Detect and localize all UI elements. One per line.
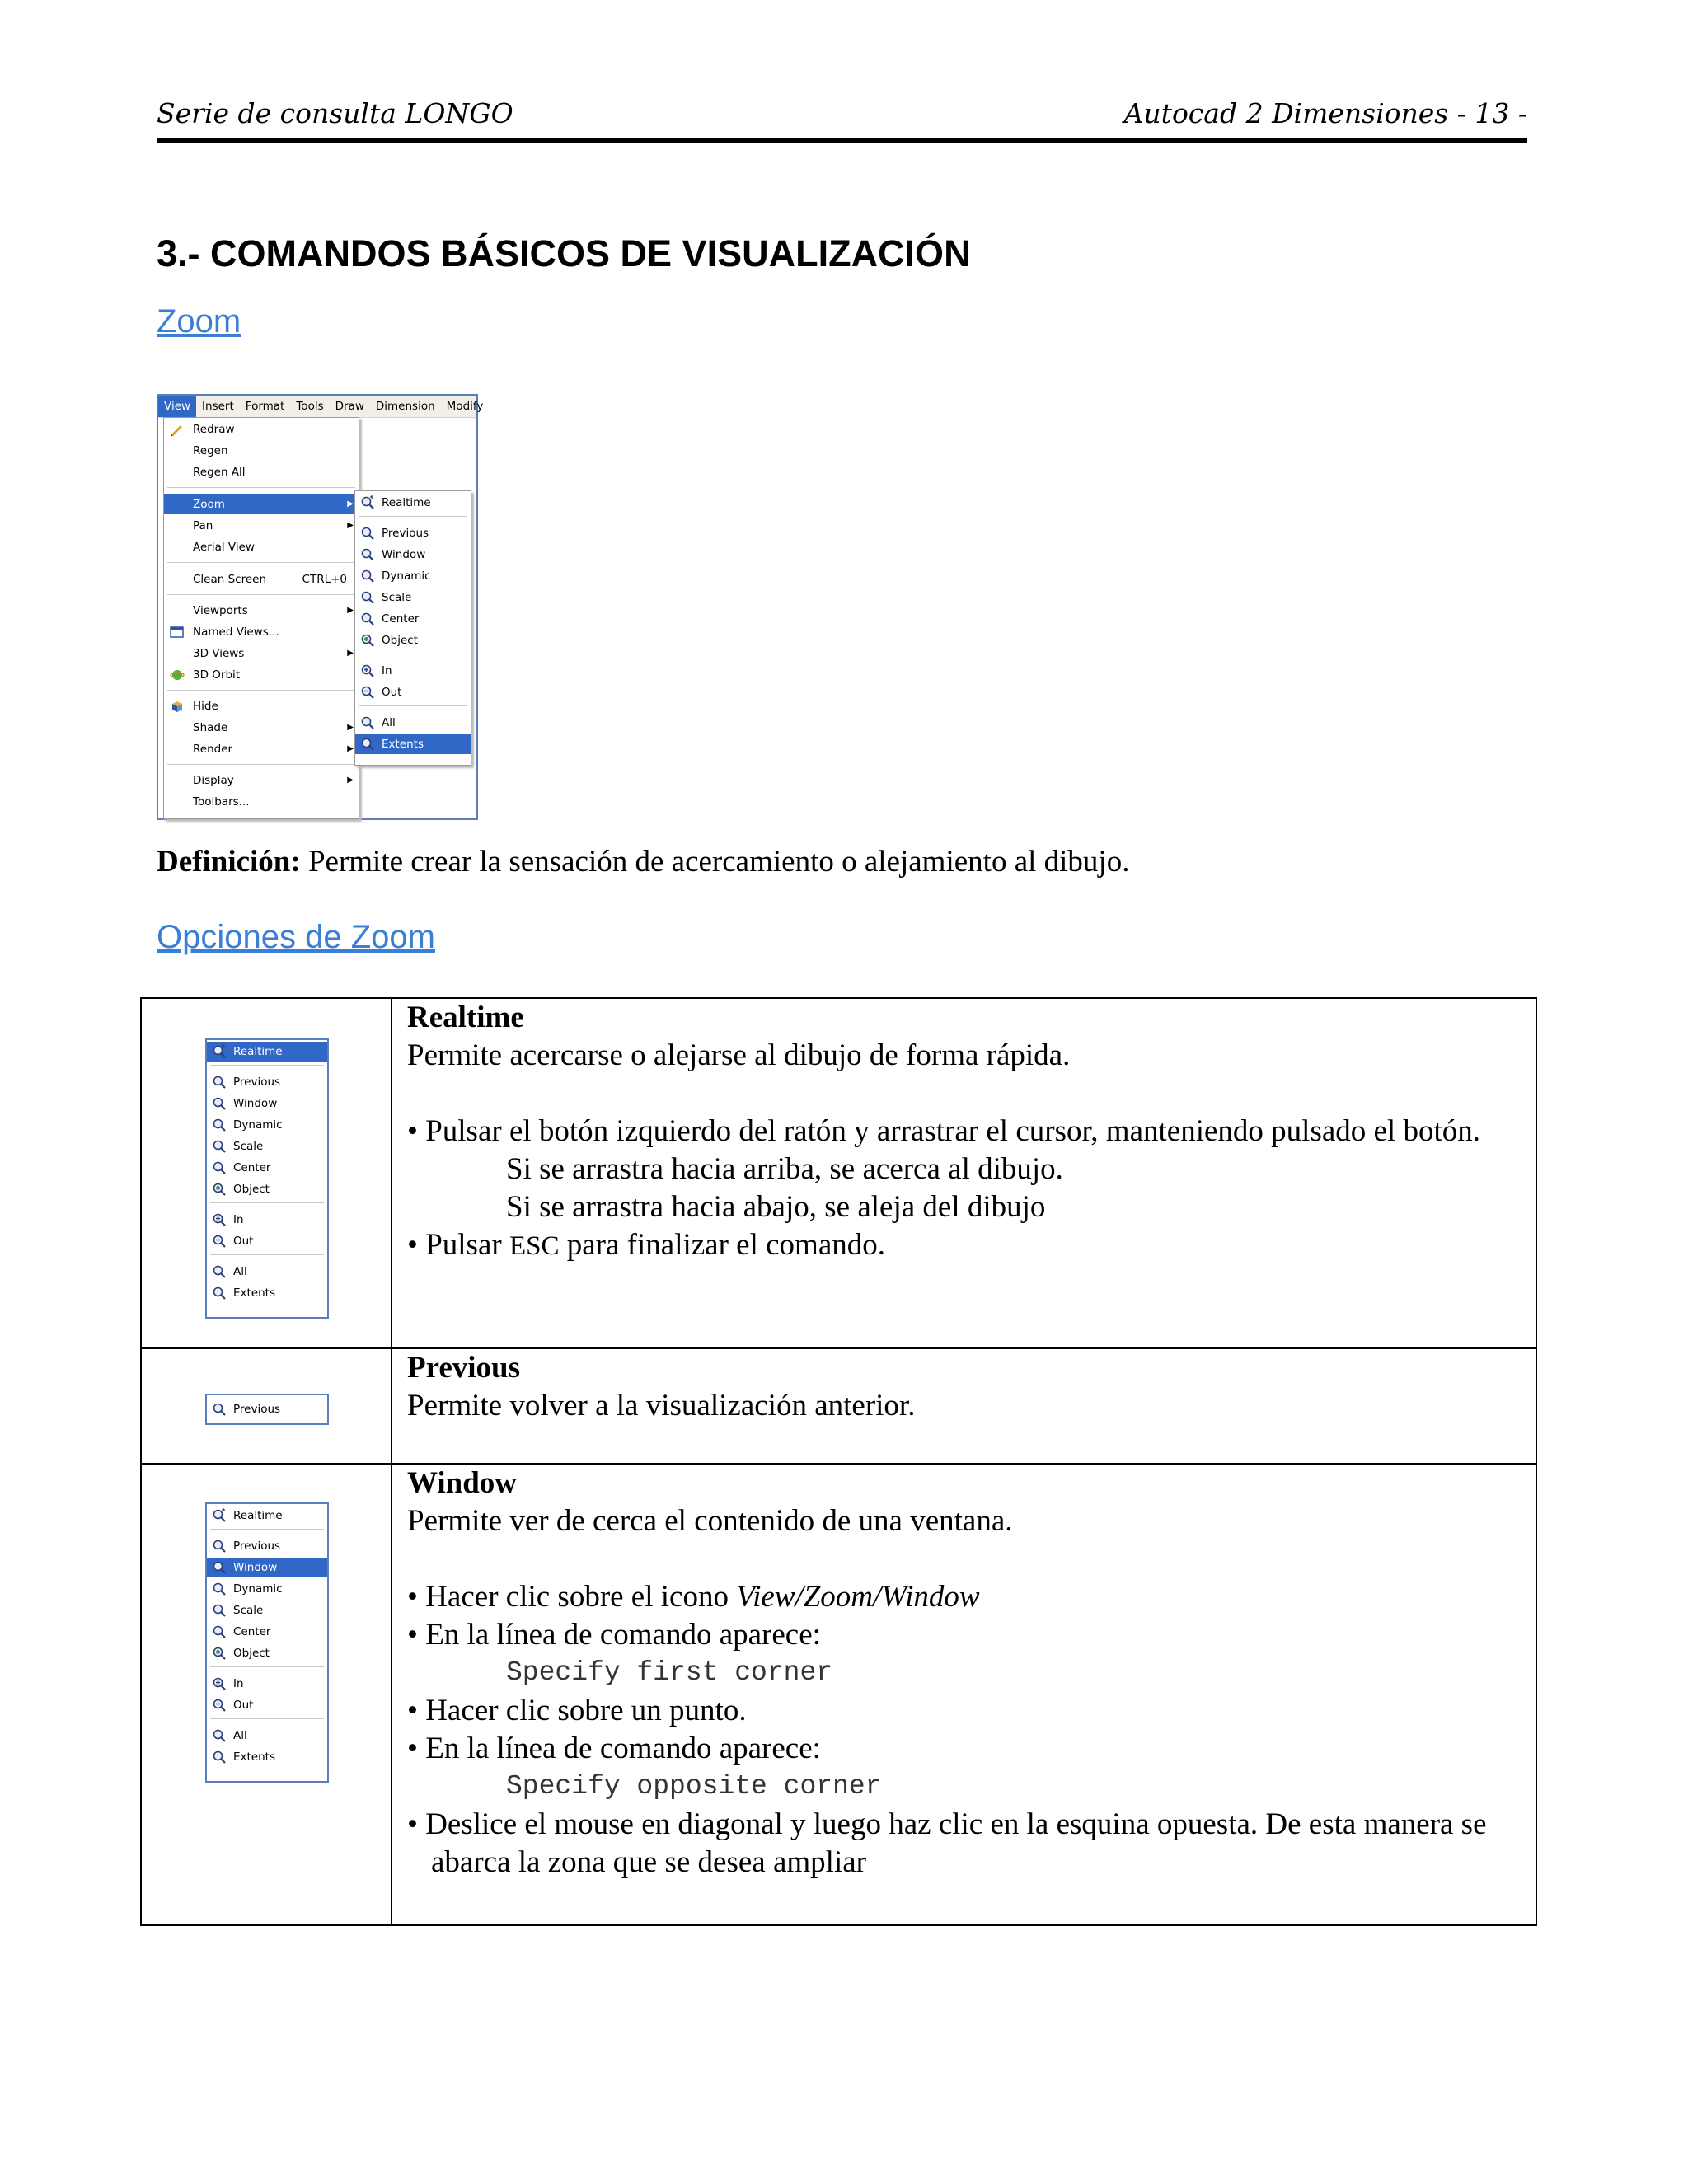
menu-item-viewports[interactable]: Viewports ▶	[164, 601, 359, 621]
zoom-previous-icon	[212, 1402, 227, 1417]
menu-separator	[210, 1666, 324, 1667]
menu-separator	[167, 594, 355, 595]
option-desc: Permite volver a la visualización anterior.	[407, 1389, 916, 1422]
panel-item-realtime: Realtime	[207, 1506, 327, 1526]
panel-item-window: Window	[207, 1094, 327, 1113]
realtime-description	[407, 999, 1519, 1265]
zoom-center-icon	[212, 1624, 227, 1639]
panel-item-in: In	[207, 1674, 327, 1694]
previous-panel-image	[205, 1394, 329, 1425]
option-desc: Permite acercarse o alejarse al dibujo de forma rápida.	[407, 1038, 1071, 1072]
submenu-item-object[interactable]: Object	[355, 630, 471, 650]
zoom-in-icon	[360, 663, 375, 678]
panel-item-object: Object	[207, 1179, 327, 1199]
menu-item-hide[interactable]: Hide	[164, 696, 359, 716]
option-bullet: • En la línea de comando aparece:	[407, 1732, 821, 1765]
panel-item-extents: Extents	[207, 1747, 327, 1767]
definition-label: Definición:	[157, 845, 301, 879]
option-note-down: Si se arrastra hacia abajo, se aleja del dibujo	[506, 1190, 1046, 1224]
chevron-right-icon: ▶	[347, 499, 354, 509]
table-row-previous	[142, 1347, 1536, 1463]
zoom-previous-icon	[212, 1075, 227, 1090]
panel-item-window: Window	[207, 1558, 327, 1577]
definition-paragraph	[157, 844, 1129, 879]
option-title: Window	[407, 1466, 517, 1500]
zoom-extents-icon	[212, 1750, 227, 1765]
menu-item-shade[interactable]: Shade ▶	[164, 718, 359, 738]
zoom-previous-icon	[212, 1539, 227, 1554]
submenu-item-extents[interactable]: Extents	[355, 734, 471, 754]
menu-item-render[interactable]: Render ▶	[164, 739, 359, 759]
chevron-right-icon: ▶	[347, 649, 354, 658]
orbit-icon	[170, 668, 185, 682]
zoom-all-icon	[212, 1264, 227, 1279]
menu-separator	[210, 1254, 324, 1255]
menu-item-3d-views[interactable]: 3D Views ▶	[164, 644, 359, 663]
view-dropdown	[163, 417, 359, 819]
submenu-item-dynamic[interactable]: Dynamic	[355, 566, 471, 586]
zoom-all-icon	[360, 715, 375, 730]
zoom-object-icon	[360, 633, 375, 648]
zoom-out-icon	[212, 1234, 227, 1249]
zoom-in-icon	[212, 1676, 227, 1691]
zoom-out-icon	[212, 1698, 227, 1713]
panel-item-extents: Extents	[207, 1283, 327, 1303]
panel-item-scale: Scale	[207, 1137, 327, 1156]
submenu-item-previous[interactable]: Previous	[355, 523, 471, 543]
menu-separator	[359, 705, 467, 706]
window-description	[407, 1465, 1519, 1882]
zoom-extents-icon	[212, 1286, 227, 1301]
chevron-right-icon: ▶	[347, 723, 354, 732]
menu-separator	[167, 487, 355, 488]
chevron-right-icon: ▶	[347, 776, 354, 785]
panel-item-center: Center	[207, 1622, 327, 1642]
menu-item-zoom[interactable]: Zoom ▶	[164, 494, 359, 514]
submenu-item-window[interactable]: Window	[355, 545, 471, 565]
menu-separator	[359, 516, 467, 517]
submenu-item-scale[interactable]: Scale	[355, 588, 471, 607]
menu-modify[interactable]: Modify	[446, 400, 484, 413]
table-row-realtime	[142, 999, 1536, 1347]
previous-description	[407, 1349, 1519, 1425]
panel-item-center: Center	[207, 1158, 327, 1178]
zoom-options-table	[140, 997, 1537, 1926]
pencil-icon	[170, 423, 185, 436]
chevron-right-icon: ▶	[347, 521, 354, 530]
menu-item-display[interactable]: Display ▶	[164, 771, 359, 790]
command-prompt: Specify first corner	[506, 1657, 833, 1688]
zoom-link[interactable]: Zoom	[157, 303, 241, 340]
option-desc: Permite ver de cerca el contenido de una ventana.	[407, 1504, 1013, 1538]
option-bullet: • Pulsar el botón izquierdo del ratón y arrastrar el cursor, manteniendo pulsado el botón.	[407, 1114, 1480, 1148]
menu-item-aerial-view[interactable]: Aerial View	[193, 541, 255, 554]
menu-item-named-views[interactable]: Named Views...	[164, 622, 359, 642]
section-title: 3.- COMANDOS BÁSICOS DE VISUALIZACIÓN	[157, 232, 971, 274]
command-prompt: Specify opposite corner	[506, 1771, 882, 1802]
panel-item-previous: Previous	[207, 1399, 327, 1419]
panel-item-object: Object	[207, 1643, 327, 1663]
header-series-title: Serie de consulta LONGO	[157, 97, 513, 129]
panel-item-in: In	[207, 1210, 327, 1230]
zoom-previous-icon	[360, 526, 375, 541]
menu-separator	[210, 1202, 324, 1203]
menu-separator	[210, 1065, 324, 1066]
option-bullet: • Deslice el mouse en diagonal y luego haz clic en la esquina opuesta. De esta manera se abarca la zona que se desea ampliar	[407, 1807, 1487, 1879]
zoom-in-icon	[212, 1212, 227, 1227]
panel-item-previous: Previous	[207, 1536, 327, 1556]
zoom-window-icon	[360, 547, 375, 562]
option-bullet: • En la línea de comando aparece:	[407, 1618, 821, 1652]
zoom-dynamic-icon	[212, 1118, 227, 1132]
menu-tools[interactable]: Tools	[296, 400, 324, 413]
esc-key-label: ESC	[509, 1231, 560, 1261]
menu-item-redraw[interactable]: Redraw	[164, 419, 359, 439]
zoom-realtime-icon	[360, 495, 375, 510]
panel-item-dynamic: Dynamic	[207, 1579, 327, 1599]
realtime-panel-image	[205, 1038, 329, 1319]
named-views-icon	[170, 626, 185, 639]
option-title: Realtime	[407, 1001, 524, 1034]
panel-item-scale: Scale	[207, 1601, 327, 1620]
menu-item-toolbars[interactable]: Toolbars...	[193, 795, 250, 808]
option-note-up: Si se arrastra hacia arriba, se acerca al dibujo.	[506, 1152, 1063, 1186]
shortcut-label: CTRL+0	[302, 573, 347, 586]
panel-item-previous: Previous	[207, 1072, 327, 1092]
header-page-info: Autocad 2 Dimensiones - 13 -	[1123, 97, 1527, 129]
menu-insert[interactable]: Insert	[202, 400, 234, 413]
zoom-extents-icon	[360, 737, 375, 752]
chevron-right-icon: ▶	[347, 744, 354, 753]
zoom-center-icon	[360, 612, 375, 626]
zoom-scale-icon	[212, 1603, 227, 1618]
submenu-item-out[interactable]: Out	[355, 682, 471, 702]
zoom-all-icon	[212, 1728, 227, 1743]
chevron-right-icon: ▶	[347, 606, 354, 615]
menu-item-3d-orbit[interactable]: 3D Orbit	[164, 665, 359, 685]
menu-item-clean-screen[interactable]: Clean Screen CTRL+0	[164, 569, 359, 589]
panel-item-realtime: Realtime	[207, 1042, 327, 1062]
menu-separator	[210, 1529, 324, 1530]
menu-item-regen[interactable]: Regen	[193, 444, 228, 457]
submenu-item-realtime[interactable]: Realtime	[355, 493, 471, 513]
menu-draw[interactable]: Draw	[335, 400, 364, 413]
menu-separator	[167, 562, 355, 563]
menu-format[interactable]: Format	[245, 400, 285, 413]
panel-item-dynamic: Dynamic	[207, 1115, 327, 1135]
panel-item-all: All	[207, 1262, 327, 1282]
menu-separator	[167, 690, 355, 691]
menu-separator	[167, 764, 355, 765]
zoom-realtime-icon	[212, 1044, 227, 1059]
zoom-object-icon	[212, 1646, 227, 1661]
zoom-dynamic-icon	[212, 1582, 227, 1596]
table-row-window	[142, 1463, 1536, 1924]
zoom-window-icon	[212, 1560, 227, 1575]
panel-item-all: All	[207, 1726, 327, 1746]
panel-item-out: Out	[207, 1695, 327, 1715]
menu-view[interactable]: View	[158, 396, 196, 417]
window-panel-image	[205, 1502, 329, 1783]
submenu-item-center[interactable]: Center	[355, 609, 471, 629]
menu-item-pan[interactable]: Pan ▶	[164, 516, 359, 536]
definition-text: Permite crear la sensación de acercamiento o alejamiento al dibujo.	[300, 845, 1130, 879]
zoom-out-icon	[360, 685, 375, 700]
menu-item-regen-all[interactable]: Regen All	[193, 466, 246, 479]
zoom-realtime-icon	[212, 1508, 227, 1523]
option-bullet: • Hacer clic sobre un punto.	[407, 1694, 747, 1727]
menubar	[158, 396, 484, 418]
zoom-menu-screenshot	[157, 394, 484, 820]
option-bullet-esc: • Pulsar ESC para finalizar el comando.	[407, 1228, 885, 1262]
menu-path: View/Zoom/Window	[736, 1580, 980, 1614]
submenu-item-in[interactable]: In	[355, 661, 471, 681]
hide-icon	[170, 700, 185, 713]
zoom-options-link[interactable]: Opciones de Zoom	[157, 919, 435, 955]
zoom-window-icon	[212, 1096, 227, 1111]
menu-separator	[210, 1718, 324, 1719]
option-title: Previous	[407, 1351, 521, 1385]
zoom-submenu	[354, 490, 471, 766]
zoom-dynamic-icon	[360, 569, 375, 583]
zoom-scale-icon	[360, 590, 375, 605]
panel-item-out: Out	[207, 1231, 327, 1251]
submenu-item-all[interactable]: All	[355, 713, 471, 733]
zoom-scale-icon	[212, 1139, 227, 1154]
zoom-object-icon	[212, 1182, 227, 1197]
zoom-center-icon	[212, 1160, 227, 1175]
menu-dimension[interactable]: Dimension	[375, 400, 435, 413]
option-bullet: • Hacer clic sobre el icono View/Zoom/Window	[407, 1580, 980, 1614]
header-rule	[157, 138, 1527, 143]
